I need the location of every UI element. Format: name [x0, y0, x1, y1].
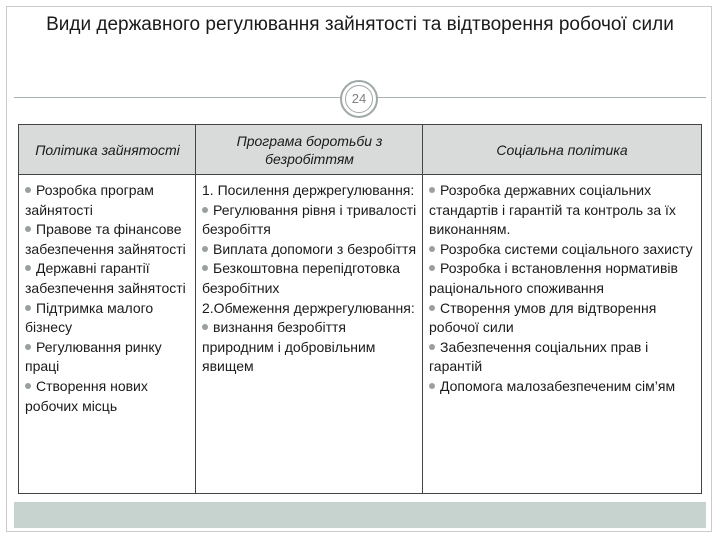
bullet-icon [202, 207, 208, 213]
bullet-icon [429, 265, 435, 271]
page-number: 24 [345, 85, 373, 113]
bullet-icon [429, 344, 435, 350]
list-item: Регулювання ринку праці [25, 338, 162, 375]
list-item: Розробка системи соціального захисту [429, 240, 695, 260]
list-item: Безкоштовна перепідготовка безробітних [202, 260, 401, 296]
bullet-icon [25, 383, 31, 389]
list-item: Державні гарантії забезпечення зайнятості [25, 260, 186, 296]
list-item: Створення умов для відтворення робочої сили [429, 299, 657, 336]
cell-employment-policy [19, 175, 196, 493]
table-header-row [19, 125, 701, 175]
list-item: Розробка і встановлення нормативів раціонального споживання [429, 260, 678, 296]
bullet-icon [25, 265, 31, 271]
list-item: визнання безробіття природним і добровільним явищем [202, 319, 376, 375]
header-unemployment-program: Програма боротьби з безробіттям [236, 133, 383, 167]
list-item: 1. Посилення держрегулювання: [202, 182, 415, 198]
list-item: Виплата допомоги з безробіття [202, 240, 417, 260]
bullet-icon [429, 383, 435, 389]
header-employment-policy: Політика зайнятості [35, 142, 180, 158]
header-social-policy: Соціальна політика [496, 142, 628, 158]
bullet-icon [202, 265, 208, 271]
list-item: Правове та фінансове забезпечення зайнятості [25, 221, 186, 257]
bullet-icon [25, 344, 31, 350]
list-item: Розробка державних соціальних стандартів і гарантій та контроль за їх виконанням. [429, 182, 676, 238]
bullet-icon [202, 324, 208, 330]
list-item: Розробка програм зайнятості [25, 182, 154, 218]
footer-bar [14, 502, 706, 528]
list-item: Допомога малозабезпеченим сім’ям [429, 377, 695, 397]
bullet-icon [429, 305, 435, 311]
list-item: Створення нових робочих місць [25, 377, 148, 414]
page-number-badge [340, 80, 378, 118]
bullet-icon [25, 226, 31, 232]
regulation-table [18, 124, 702, 494]
bullet-icon [25, 305, 31, 311]
slide-title: Види державного регулювання зайнятості та відтворення робочої сили [46, 14, 674, 35]
bullet-icon [202, 246, 208, 252]
list-item: Регулювання рівня і тривалості безробіття [202, 201, 417, 238]
cell-unemployment-program [196, 175, 423, 493]
list-item: 2.Обмеження держрегулювання: [202, 299, 415, 316]
list-item: Підтримка малого бізнесу [25, 299, 154, 336]
bullet-icon [429, 187, 435, 193]
bullet-icon [429, 246, 435, 252]
bullet-icon [25, 187, 31, 193]
list-item: Забезпечення соціальних прав і гарантій [429, 338, 649, 375]
cell-social-policy [423, 175, 701, 493]
